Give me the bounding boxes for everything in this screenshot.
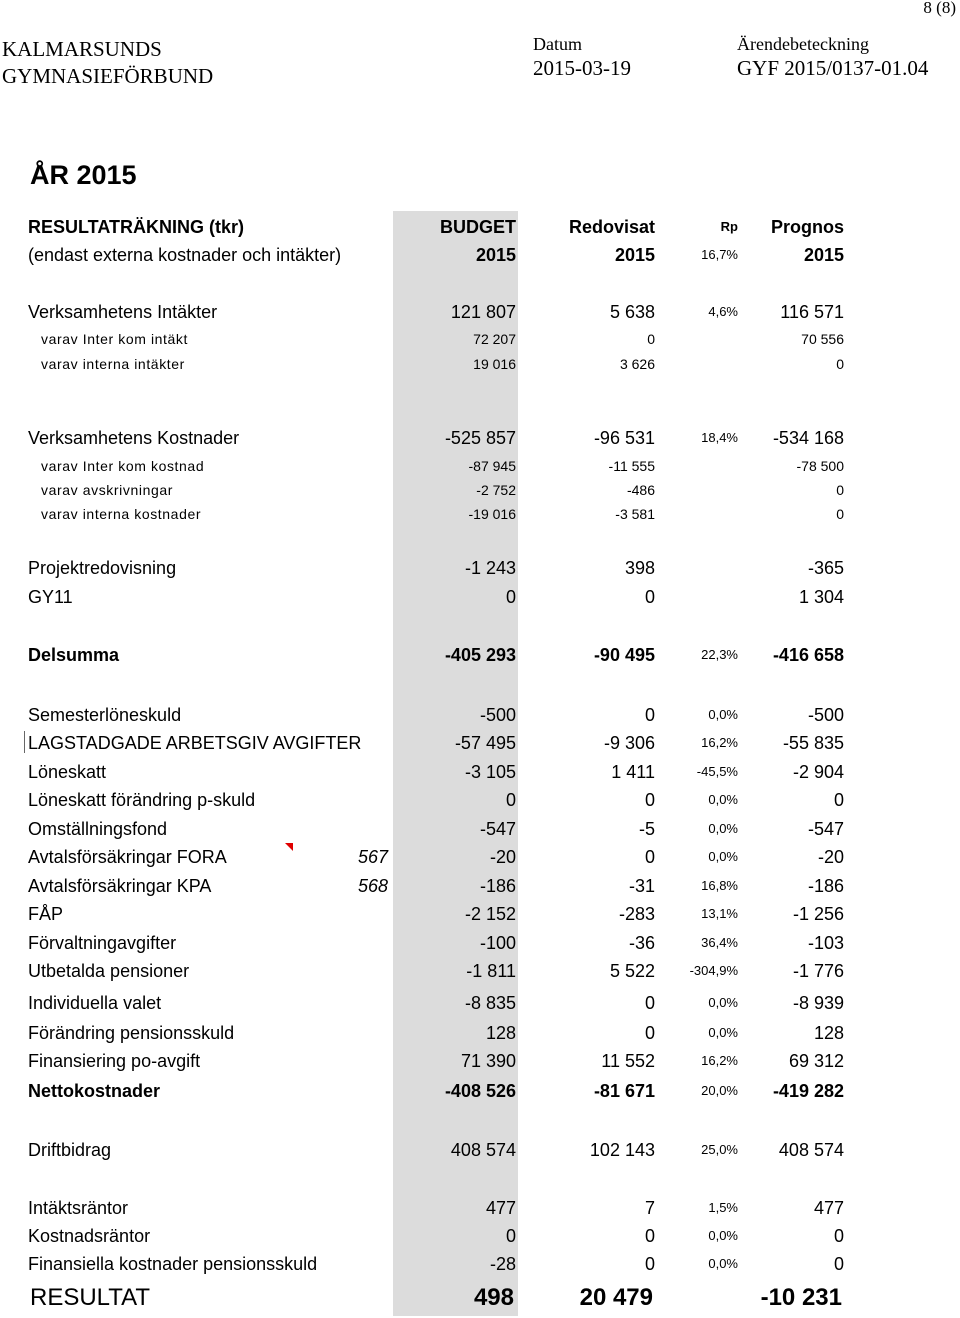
table-header-year-row [0,243,960,267]
budget-cell: -2 152 [464,904,516,924]
prognos-cell: 128 [813,1023,844,1043]
budget-cell: -28 [489,1254,516,1274]
percent-cell: 0,0% [708,792,738,807]
prognos-cell: 69 312 [788,1051,844,1071]
table-row [0,1224,960,1248]
organization-line-1: KALMARSUNDS [2,37,162,61]
row-label: varav avskrivningar [41,482,173,498]
percent-cell: 16,2% [701,735,738,750]
row-label: Finansiering po-avgift [28,1051,201,1071]
budget-cell: -547 [479,819,516,839]
table-row [0,902,960,926]
redovisat-cell: 0 [644,993,655,1013]
row-label: Nettokostnader [28,1081,161,1101]
budget-cell: -408 526 [444,1081,516,1101]
prognos-cell: -1 256 [792,904,844,924]
table-row [0,352,960,376]
budget-cell: -3 105 [464,762,516,782]
row-label: Löneskatt förändring p-skuld [28,790,256,810]
row-label: FÅP [28,904,64,924]
prognos-cell: 1 304 [798,587,844,607]
prognos-cell: -103 [807,933,844,953]
budget-cell: 0 [505,790,516,810]
budget-cell: -525 857 [444,428,516,448]
row-label: Delsumma [28,645,120,665]
subtotal-row [0,1079,960,1103]
budget-cell: -405 293 [444,645,516,665]
prognos-cell: -500 [807,705,844,725]
redovisat-cell: -36 [628,933,655,953]
table-row [0,556,960,580]
budget-cell: 71 390 [460,1051,516,1071]
percent-cell: 0,0% [708,1025,738,1040]
table-row [0,1138,960,1162]
table-row [0,1196,960,1220]
budget-cell: -8 835 [464,993,516,1013]
budget-cell: -1 243 [464,558,516,578]
percent-cell: 16,2% [701,1053,738,1068]
redovisat-cell: -90 495 [593,645,655,665]
budget-cell: -19 016 [468,506,516,522]
page-title: ÅR 2015 [30,160,137,190]
row-label: Avtalsförsäkringar KPA [28,876,212,896]
budget-year: 2015 [475,245,516,265]
percent-cell: 36,4% [701,935,738,950]
row-label: varav interna kostnader [41,506,202,522]
table-row [0,788,960,812]
row-label: Omställningsfond [28,819,168,839]
prognos-cell: -416 658 [772,645,844,665]
row-label: Individuella valet [28,993,162,1013]
statement-heading: RESULTATRÄKNING (tkr) [28,217,244,237]
prognos-cell: 0 [833,1226,844,1246]
row-label: Löneskatt [28,762,107,782]
row-label: Driftbidrag [28,1140,112,1160]
table-row [0,931,960,955]
prognos-cell: 0 [833,1254,844,1274]
row-label: GY11 [28,587,73,607]
case-number-value: GYF 2015/0137-01.04 [737,56,929,80]
prognos-cell: -419 282 [772,1081,844,1101]
percent-cell: 13,1% [701,906,738,921]
redovisat-cell: 7 [644,1198,655,1218]
redovisat-cell: -5 [638,819,655,839]
redovisat-cell: 0 [644,1023,655,1043]
prognos-cell: -534 168 [772,428,844,448]
table-row [0,502,960,526]
prognos-cell: -547 [807,819,844,839]
redovisat-cell: 5 638 [609,302,655,322]
result-label: RESULTAT [30,1284,151,1311]
percent-cell: 0,0% [708,821,738,836]
redovisat-cell: -283 [618,904,655,924]
prognos-cell: -186 [807,876,844,896]
budget-cell: -100 [479,933,516,953]
prognos-cell: 0 [836,482,844,498]
budget-cell: 0 [505,1226,516,1246]
table-row [0,731,960,755]
table-row [0,300,960,324]
percent-cell: 16,8% [701,878,738,893]
table-row [0,327,960,351]
budget-cell: 0 [505,587,516,607]
table-row [0,760,960,784]
prognos-cell: 0 [833,790,844,810]
redovisat-cell: 0 [644,1254,655,1274]
organization-line-2: GYMNASIEFÖRBUND [2,64,214,88]
percent-cell: 0,0% [708,849,738,864]
table-row [0,874,960,898]
row-label: Intäktsräntor [28,1198,129,1218]
redovisat-cell: 1 411 [611,762,655,782]
redovisat-cell: -81 671 [593,1081,655,1101]
redovisat-cell: 5 522 [609,961,655,981]
redovisat-cell: 0 [644,705,655,725]
organization-name [2,36,213,90]
row-label: Utbetalda pensioner [28,961,190,981]
budget-cell: 477 [485,1198,516,1218]
budget-cell: 128 [485,1023,516,1043]
budget-heading: BUDGET [440,217,516,237]
account-code: 567 [357,847,388,867]
prognos-cell: -1 776 [792,961,844,981]
table-row [0,817,960,841]
table-header-row [0,215,960,239]
percent-cell: -45,5% [696,764,738,779]
row-label: varav Inter kom kostnad [41,458,205,474]
budget-cell: -500 [479,705,516,725]
account-code: 568 [357,876,388,896]
table-row [0,1021,960,1045]
prognos-cell: 70 556 [801,331,844,347]
redovisat-cell: 0 [644,587,655,607]
table-row [0,991,960,1015]
row-label: Verksamhetens Kostnader [28,428,240,448]
budget-cell: 72 207 [473,331,516,347]
prognos-cell: 0 [836,356,844,372]
row-label: Semesterlöneskuld [28,705,182,725]
percent-cell: 25,0% [701,1142,738,1157]
budget-cell: 408 574 [450,1140,516,1160]
prognos-cell: 0 [836,506,844,522]
budget-cell: -57 495 [454,733,516,753]
table-row [0,703,960,727]
table-row [0,845,960,869]
redovisat-cell: 0 [644,847,655,867]
result-prognos: -10 231 [760,1284,842,1311]
redovisat-cell: 0 [644,1226,655,1246]
redovisat-cell: -31 [628,876,655,896]
rp-heading: Rp [720,219,738,234]
table-row [0,1252,960,1276]
prognos-cell: -78 500 [796,458,844,474]
table-row [0,426,960,450]
redovisat-heading: Redovisat [568,217,655,237]
row-label: Finansiella kostnader pensionsskuld [28,1254,318,1274]
prognos-cell: -55 835 [782,733,844,753]
percent-cell: -304,9% [689,963,738,978]
subtotal-row [0,643,960,667]
date-label: Datum [533,34,582,54]
table-row [0,959,960,983]
budget-cell: 121 807 [450,302,516,322]
row-label: Projektredovisning [28,558,177,578]
statement-subheading: (endast externa kostnader och intäkter) [28,245,342,265]
row-label: Verksamhetens Intäkter [28,302,218,322]
redovisat-cell: -3 581 [615,506,655,522]
redovisat-year: 2015 [614,245,655,265]
prognos-cell: -8 939 [792,993,844,1013]
budget-cell: -186 [479,876,516,896]
budget-cell: -2 752 [476,482,516,498]
case-number-label: Ärendebeteckning [737,34,869,54]
redovisat-cell: -486 [626,482,655,498]
table-row [0,454,960,478]
percent-cell: 0,0% [708,1256,738,1271]
percent-cell: 0,0% [708,995,738,1010]
budget-cell: -20 [489,847,516,867]
rp-value: 16,7% [701,247,738,262]
row-label: Förändring pensionsskuld [28,1023,235,1043]
percent-cell: 20,0% [701,1083,738,1098]
percent-cell: 1,5% [708,1200,738,1215]
percent-cell: 22,3% [701,647,738,662]
redovisat-cell: 0 [647,331,655,347]
budget-cell: -87 945 [468,458,516,474]
row-label: varav Inter kom intäkt [41,331,189,347]
row-label: Kostnadsräntor [28,1226,151,1246]
prognos-cell: 408 574 [778,1140,844,1160]
date-value: 2015-03-19 [533,56,631,80]
result-row [0,1283,960,1313]
table-row [0,478,960,502]
row-label: Förvaltningavgifter [28,933,177,953]
prognos-year: 2015 [803,245,844,265]
prognos-heading: Prognos [770,217,844,237]
row-label: varav interna intäkter [41,356,185,372]
redovisat-cell: -96 531 [593,428,655,448]
result-redovisat: 20 479 [579,1284,653,1311]
prognos-cell: -2 904 [792,762,844,782]
row-label: Avtalsförsäkringar FORA [28,847,227,867]
percent-cell: 0,0% [708,707,738,722]
prognos-cell: 116 571 [780,302,844,322]
redovisat-cell: -11 555 [608,458,655,474]
prognos-cell: 477 [813,1198,844,1218]
result-budget: 498 [473,1284,514,1311]
redovisat-cell: 3 626 [619,356,655,372]
prognos-cell: -365 [807,558,844,578]
table-row [0,1049,960,1073]
row-label: LAGSTADGADE ARBETSGIV AVGIFTER [28,733,362,753]
redovisat-cell: 0 [644,790,655,810]
budget-cell: 19 016 [473,356,516,372]
percent-cell: 18,4% [701,430,738,445]
percent-cell: 0,0% [708,1228,738,1243]
redovisat-cell: -9 306 [603,733,655,753]
page-number: 8 (8) [923,0,956,17]
budget-cell: -1 811 [466,961,516,981]
redovisat-cell: 102 143 [589,1140,655,1160]
percent-cell: 4,6% [708,304,738,319]
prognos-cell: -20 [817,847,844,867]
redovisat-cell: 11 552 [601,1051,655,1071]
redovisat-cell: 398 [624,558,655,578]
table-row [0,585,960,609]
